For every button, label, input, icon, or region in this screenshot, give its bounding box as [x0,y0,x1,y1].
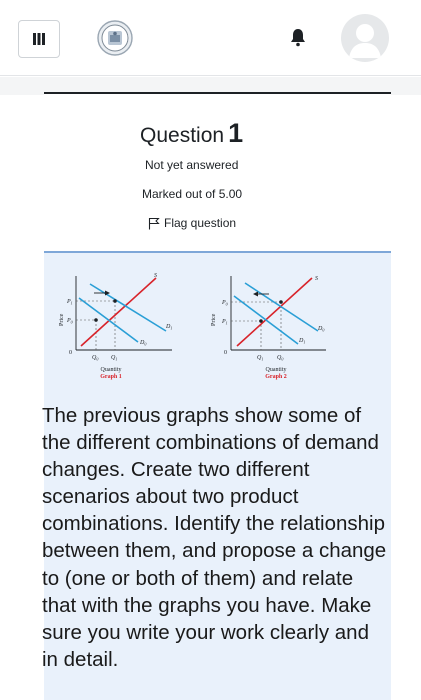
graph-1 [59,273,172,380]
question-grade: Marked out of 5.00 [142,187,243,201]
svg-text:Q0: $Q_0$ [277,355,284,362]
svg-text:Q0: $Q_0$ [92,355,99,362]
demand-shift-graphs [54,268,334,390]
question-prompt: The previous graphs show some of the different combinations of demand changes. Create two different scenarios about two product combinations. Identify the relationship between them, and propose a change to (one or both of them) and relate that with the graphs you have. Make sure you write your work clearly and in detail. [42,404,387,671]
graph1-caption: Graph 1 [100,374,122,380]
question-number: 1 [228,118,244,148]
graph2-shift-arrow [253,292,258,297]
graph1-x-axis-label: Quantity [100,367,122,373]
graph2-x-axis-label: Quantity [265,367,287,373]
menu-button[interactable] [18,20,60,58]
question-title-prefix: Question [140,124,225,147]
graph1-supply-label: S [154,273,157,279]
flag-question-label: Flag question [164,216,237,230]
bell-icon[interactable] [289,27,307,47]
flag-icon [148,217,160,230]
user-avatar-icon[interactable] [341,14,389,62]
university-seal-icon[interactable] [97,20,133,56]
svg-text:D0: $D_0$ [318,326,325,333]
svg-text:D1: $D_1$ [299,338,306,345]
svg-text:P0: $P_0$ [67,318,73,325]
flag-question-link[interactable] [148,216,236,230]
graph1-supply-curve [81,278,156,346]
graph2-supply-curve [237,278,312,346]
top-navigation-bar [0,0,421,76]
svg-text:P0: $P_0$ [222,300,228,307]
svg-text:Q1: $Q_1$ [111,355,118,362]
hamburger-icon [32,31,46,47]
graph2-supply-label: S [315,276,318,282]
graph1-y-axis-label: Price [59,313,65,326]
question-state: Not yet answered [145,158,239,172]
svg-text:D1: $D_1$ [166,324,173,331]
svg-text:P1: $P_1$ [67,299,73,306]
svg-text:Q1: $Q_1$ [257,355,264,362]
graph2-demand-d1 [234,296,298,344]
graph2-y-axis-label: Price [211,313,217,326]
graph1-demand-d0 [79,298,138,342]
graph2-origin: 0 [224,350,227,356]
graph2-caption: Graph 2 [265,374,287,380]
graph2-demand-d0 [245,283,318,331]
graph1-demand-d1 [90,284,166,331]
graph-2 [211,276,326,380]
graph1-origin: 0 [69,350,72,356]
question-title [140,118,243,149]
svg-text:P1: $P_1$ [222,319,228,326]
svg-text:D0: $D_0$ [140,340,147,347]
